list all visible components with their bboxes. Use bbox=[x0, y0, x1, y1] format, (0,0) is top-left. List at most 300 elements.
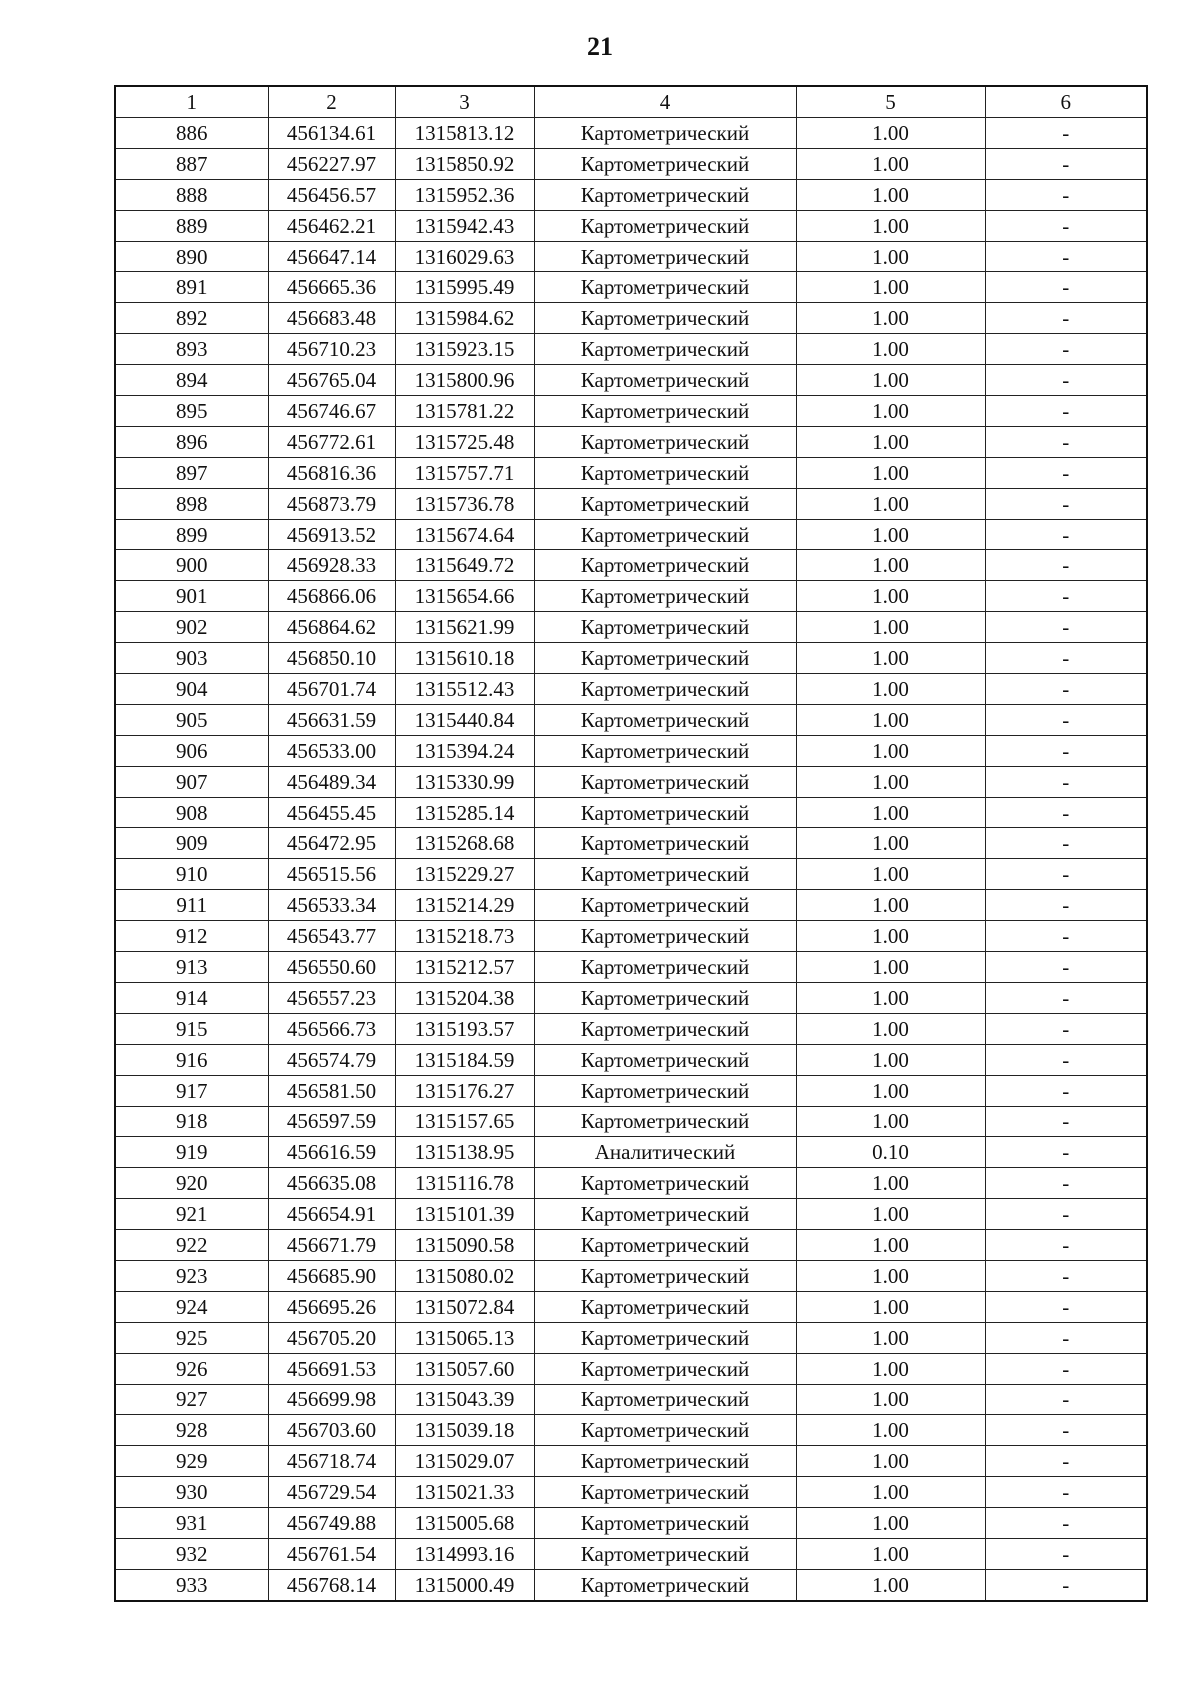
note-cell: - bbox=[985, 581, 1147, 612]
method-cell: Картометрический bbox=[534, 334, 796, 365]
x-coordinate-cell: 456772.61 bbox=[268, 426, 395, 457]
accuracy-cell: 1.00 bbox=[796, 921, 985, 952]
method-cell: Картометрический bbox=[534, 396, 796, 427]
note-cell: - bbox=[985, 828, 1147, 859]
point-number-cell: 929 bbox=[115, 1446, 268, 1477]
x-coordinate-cell: 456616.59 bbox=[268, 1137, 395, 1168]
y-coordinate-cell: 1315995.49 bbox=[395, 272, 534, 303]
method-cell: Картометрический bbox=[534, 859, 796, 890]
note-cell: - bbox=[985, 1538, 1147, 1569]
x-coordinate-cell: 456768.14 bbox=[268, 1569, 395, 1600]
note-cell: - bbox=[985, 210, 1147, 241]
note-cell: - bbox=[985, 1168, 1147, 1199]
column-header: 4 bbox=[534, 86, 796, 118]
point-number-cell: 908 bbox=[115, 797, 268, 828]
point-number-cell: 890 bbox=[115, 241, 268, 272]
point-number-cell: 918 bbox=[115, 1106, 268, 1137]
y-coordinate-cell: 1315157.65 bbox=[395, 1106, 534, 1137]
table-row bbox=[115, 272, 1147, 303]
table-row bbox=[115, 982, 1147, 1013]
accuracy-cell: 1.00 bbox=[796, 704, 985, 735]
accuracy-cell: 1.00 bbox=[796, 365, 985, 396]
point-number-cell: 898 bbox=[115, 488, 268, 519]
point-number-cell: 926 bbox=[115, 1353, 268, 1384]
method-cell: Картометрический bbox=[534, 1230, 796, 1261]
note-cell: - bbox=[985, 921, 1147, 952]
point-number-cell: 907 bbox=[115, 766, 268, 797]
x-coordinate-cell: 456699.98 bbox=[268, 1384, 395, 1415]
point-number-cell: 930 bbox=[115, 1477, 268, 1508]
method-cell: Аналитический bbox=[534, 1137, 796, 1168]
accuracy-cell: 1.00 bbox=[796, 581, 985, 612]
y-coordinate-cell: 1315043.39 bbox=[395, 1384, 534, 1415]
note-cell: - bbox=[985, 1137, 1147, 1168]
point-number-cell: 923 bbox=[115, 1260, 268, 1291]
note-cell: - bbox=[985, 1322, 1147, 1353]
x-coordinate-cell: 456472.95 bbox=[268, 828, 395, 859]
method-cell: Картометрический bbox=[534, 1446, 796, 1477]
table-row bbox=[115, 118, 1147, 149]
method-cell: Картометрический bbox=[534, 797, 796, 828]
accuracy-cell: 1.00 bbox=[796, 766, 985, 797]
y-coordinate-cell: 1315942.43 bbox=[395, 210, 534, 241]
method-cell: Картометрический bbox=[534, 921, 796, 952]
method-cell: Картометрический bbox=[534, 1168, 796, 1199]
accuracy-cell: 1.00 bbox=[796, 1106, 985, 1137]
table-row bbox=[115, 643, 1147, 674]
point-number-cell: 889 bbox=[115, 210, 268, 241]
x-coordinate-cell: 456581.50 bbox=[268, 1075, 395, 1106]
method-cell: Картометрический bbox=[534, 1322, 796, 1353]
method-cell: Картометрический bbox=[534, 365, 796, 396]
y-coordinate-cell: 1315440.84 bbox=[395, 704, 534, 735]
note-cell: - bbox=[985, 488, 1147, 519]
accuracy-cell: 0.10 bbox=[796, 1137, 985, 1168]
table-row bbox=[115, 457, 1147, 488]
point-number-cell: 905 bbox=[115, 704, 268, 735]
note-cell: - bbox=[985, 1199, 1147, 1230]
table-row bbox=[115, 1508, 1147, 1539]
table-body bbox=[115, 118, 1147, 1601]
method-cell: Картометрический bbox=[534, 241, 796, 272]
y-coordinate-cell: 1315649.72 bbox=[395, 550, 534, 581]
x-coordinate-cell: 456691.53 bbox=[268, 1353, 395, 1384]
note-cell: - bbox=[985, 1075, 1147, 1106]
table-row bbox=[115, 1044, 1147, 1075]
y-coordinate-cell: 1315736.78 bbox=[395, 488, 534, 519]
note-cell: - bbox=[985, 735, 1147, 766]
accuracy-cell: 1.00 bbox=[796, 148, 985, 179]
method-cell: Картометрический bbox=[534, 519, 796, 550]
table-header-row bbox=[115, 86, 1147, 118]
x-coordinate-cell: 456695.26 bbox=[268, 1291, 395, 1322]
method-cell: Картометрический bbox=[534, 457, 796, 488]
x-coordinate-cell: 456134.61 bbox=[268, 118, 395, 149]
accuracy-cell: 1.00 bbox=[796, 1384, 985, 1415]
point-number-cell: 892 bbox=[115, 303, 268, 334]
x-coordinate-cell: 456550.60 bbox=[268, 952, 395, 983]
method-cell: Картометрический bbox=[534, 1260, 796, 1291]
y-coordinate-cell: 1315000.49 bbox=[395, 1569, 534, 1600]
x-coordinate-cell: 456671.79 bbox=[268, 1230, 395, 1261]
x-coordinate-cell: 456227.97 bbox=[268, 148, 395, 179]
y-coordinate-cell: 1315204.38 bbox=[395, 982, 534, 1013]
y-coordinate-cell: 1315330.99 bbox=[395, 766, 534, 797]
note-cell: - bbox=[985, 426, 1147, 457]
point-number-cell: 899 bbox=[115, 519, 268, 550]
x-coordinate-cell: 456729.54 bbox=[268, 1477, 395, 1508]
y-coordinate-cell: 1315781.22 bbox=[395, 396, 534, 427]
x-coordinate-cell: 456557.23 bbox=[268, 982, 395, 1013]
method-cell: Картометрический bbox=[534, 952, 796, 983]
point-number-cell: 922 bbox=[115, 1230, 268, 1261]
point-number-cell: 911 bbox=[115, 890, 268, 921]
x-coordinate-cell: 456665.36 bbox=[268, 272, 395, 303]
accuracy-cell: 1.00 bbox=[796, 1446, 985, 1477]
point-number-cell: 925 bbox=[115, 1322, 268, 1353]
method-cell: Картометрический bbox=[534, 550, 796, 581]
note-cell: - bbox=[985, 1569, 1147, 1600]
table-row bbox=[115, 581, 1147, 612]
table-row bbox=[115, 396, 1147, 427]
column-header: 3 bbox=[395, 86, 534, 118]
note-cell: - bbox=[985, 1291, 1147, 1322]
y-coordinate-cell: 1315984.62 bbox=[395, 303, 534, 334]
x-coordinate-cell: 456749.88 bbox=[268, 1508, 395, 1539]
y-coordinate-cell: 1316029.63 bbox=[395, 241, 534, 272]
table-row bbox=[115, 1384, 1147, 1415]
x-coordinate-cell: 456873.79 bbox=[268, 488, 395, 519]
x-coordinate-cell: 456864.62 bbox=[268, 612, 395, 643]
point-number-cell: 891 bbox=[115, 272, 268, 303]
point-number-cell: 928 bbox=[115, 1415, 268, 1446]
y-coordinate-cell: 1315021.33 bbox=[395, 1477, 534, 1508]
x-coordinate-cell: 456913.52 bbox=[268, 519, 395, 550]
table-row bbox=[115, 210, 1147, 241]
method-cell: Картометрический bbox=[534, 890, 796, 921]
method-cell: Картометрический bbox=[534, 1353, 796, 1384]
y-coordinate-cell: 1315072.84 bbox=[395, 1291, 534, 1322]
method-cell: Картометрический bbox=[534, 1538, 796, 1569]
note-cell: - bbox=[985, 890, 1147, 921]
y-coordinate-cell: 1315757.71 bbox=[395, 457, 534, 488]
y-coordinate-cell: 1315813.12 bbox=[395, 118, 534, 149]
table-row bbox=[115, 1199, 1147, 1230]
accuracy-cell: 1.00 bbox=[796, 1075, 985, 1106]
note-cell: - bbox=[985, 982, 1147, 1013]
method-cell: Картометрический bbox=[534, 210, 796, 241]
accuracy-cell: 1.00 bbox=[796, 890, 985, 921]
accuracy-cell: 1.00 bbox=[796, 519, 985, 550]
accuracy-cell: 1.00 bbox=[796, 1168, 985, 1199]
table-row bbox=[115, 1477, 1147, 1508]
method-cell: Картометрический bbox=[534, 1199, 796, 1230]
x-coordinate-cell: 456647.14 bbox=[268, 241, 395, 272]
method-cell: Картометрический bbox=[534, 766, 796, 797]
point-number-cell: 933 bbox=[115, 1569, 268, 1600]
x-coordinate-cell: 456455.45 bbox=[268, 797, 395, 828]
table-row bbox=[115, 1230, 1147, 1261]
y-coordinate-cell: 1315065.13 bbox=[395, 1322, 534, 1353]
x-coordinate-cell: 456816.36 bbox=[268, 457, 395, 488]
point-number-cell: 887 bbox=[115, 148, 268, 179]
point-number-cell: 917 bbox=[115, 1075, 268, 1106]
accuracy-cell: 1.00 bbox=[796, 1044, 985, 1075]
y-coordinate-cell: 1315512.43 bbox=[395, 674, 534, 705]
accuracy-cell: 1.00 bbox=[796, 1291, 985, 1322]
note-cell: - bbox=[985, 1013, 1147, 1044]
table-row bbox=[115, 241, 1147, 272]
table-row bbox=[115, 674, 1147, 705]
point-number-cell: 910 bbox=[115, 859, 268, 890]
accuracy-cell: 1.00 bbox=[796, 643, 985, 674]
point-number-cell: 915 bbox=[115, 1013, 268, 1044]
method-cell: Картометрический bbox=[534, 1075, 796, 1106]
x-coordinate-cell: 456597.59 bbox=[268, 1106, 395, 1137]
method-cell: Картометрический bbox=[534, 303, 796, 334]
note-cell: - bbox=[985, 241, 1147, 272]
table-row bbox=[115, 1446, 1147, 1477]
x-coordinate-cell: 456654.91 bbox=[268, 1199, 395, 1230]
y-coordinate-cell: 1315394.24 bbox=[395, 735, 534, 766]
method-cell: Картометрический bbox=[534, 272, 796, 303]
table-row bbox=[115, 1569, 1147, 1600]
point-number-cell: 920 bbox=[115, 1168, 268, 1199]
method-cell: Картометрический bbox=[534, 1044, 796, 1075]
x-coordinate-cell: 456685.90 bbox=[268, 1260, 395, 1291]
method-cell: Картометрический bbox=[534, 1477, 796, 1508]
table-row bbox=[115, 1075, 1147, 1106]
x-coordinate-cell: 456703.60 bbox=[268, 1415, 395, 1446]
accuracy-cell: 1.00 bbox=[796, 1260, 985, 1291]
note-cell: - bbox=[985, 550, 1147, 581]
accuracy-cell: 1.00 bbox=[796, 1353, 985, 1384]
note-cell: - bbox=[985, 303, 1147, 334]
y-coordinate-cell: 1315101.39 bbox=[395, 1199, 534, 1230]
y-coordinate-cell: 1314993.16 bbox=[395, 1538, 534, 1569]
table-row bbox=[115, 952, 1147, 983]
table-row bbox=[115, 1538, 1147, 1569]
x-coordinate-cell: 456683.48 bbox=[268, 303, 395, 334]
accuracy-cell: 1.00 bbox=[796, 1508, 985, 1539]
point-number-cell: 912 bbox=[115, 921, 268, 952]
x-coordinate-cell: 456533.34 bbox=[268, 890, 395, 921]
table-row bbox=[115, 612, 1147, 643]
point-number-cell: 894 bbox=[115, 365, 268, 396]
note-cell: - bbox=[985, 179, 1147, 210]
x-coordinate-cell: 456718.74 bbox=[268, 1446, 395, 1477]
y-coordinate-cell: 1315080.02 bbox=[395, 1260, 534, 1291]
table-row bbox=[115, 735, 1147, 766]
accuracy-cell: 1.00 bbox=[796, 674, 985, 705]
note-cell: - bbox=[985, 674, 1147, 705]
table-row bbox=[115, 890, 1147, 921]
note-cell: - bbox=[985, 1230, 1147, 1261]
accuracy-cell: 1.00 bbox=[796, 1199, 985, 1230]
table-row bbox=[115, 519, 1147, 550]
x-coordinate-cell: 456705.20 bbox=[268, 1322, 395, 1353]
point-number-cell: 900 bbox=[115, 550, 268, 581]
y-coordinate-cell: 1315923.15 bbox=[395, 334, 534, 365]
note-cell: - bbox=[985, 797, 1147, 828]
x-coordinate-cell: 456850.10 bbox=[268, 643, 395, 674]
method-cell: Картометрический bbox=[534, 982, 796, 1013]
accuracy-cell: 1.00 bbox=[796, 210, 985, 241]
column-header: 1 bbox=[115, 86, 268, 118]
table-row bbox=[115, 303, 1147, 334]
point-number-cell: 924 bbox=[115, 1291, 268, 1322]
y-coordinate-cell: 1315800.96 bbox=[395, 365, 534, 396]
y-coordinate-cell: 1315138.95 bbox=[395, 1137, 534, 1168]
table-row bbox=[115, 1260, 1147, 1291]
y-coordinate-cell: 1315057.60 bbox=[395, 1353, 534, 1384]
note-cell: - bbox=[985, 1353, 1147, 1384]
point-number-cell: 893 bbox=[115, 334, 268, 365]
note-cell: - bbox=[985, 859, 1147, 890]
table-row bbox=[115, 550, 1147, 581]
x-coordinate-cell: 456456.57 bbox=[268, 179, 395, 210]
column-header: 6 bbox=[985, 86, 1147, 118]
table-row bbox=[115, 859, 1147, 890]
y-coordinate-cell: 1315218.73 bbox=[395, 921, 534, 952]
method-cell: Картометрический bbox=[534, 1384, 796, 1415]
method-cell: Картометрический bbox=[534, 828, 796, 859]
accuracy-cell: 1.00 bbox=[796, 457, 985, 488]
y-coordinate-cell: 1315654.66 bbox=[395, 581, 534, 612]
y-coordinate-cell: 1315610.18 bbox=[395, 643, 534, 674]
accuracy-cell: 1.00 bbox=[796, 118, 985, 149]
note-cell: - bbox=[985, 457, 1147, 488]
point-number-cell: 903 bbox=[115, 643, 268, 674]
y-coordinate-cell: 1315184.59 bbox=[395, 1044, 534, 1075]
accuracy-cell: 1.00 bbox=[796, 550, 985, 581]
note-cell: - bbox=[985, 1415, 1147, 1446]
point-number-cell: 914 bbox=[115, 982, 268, 1013]
note-cell: - bbox=[985, 396, 1147, 427]
table-row bbox=[115, 1322, 1147, 1353]
method-cell: Картометрический bbox=[534, 148, 796, 179]
coordinates-table bbox=[114, 85, 1148, 1602]
accuracy-cell: 1.00 bbox=[796, 272, 985, 303]
note-cell: - bbox=[985, 272, 1147, 303]
point-number-cell: 913 bbox=[115, 952, 268, 983]
x-coordinate-cell: 456462.21 bbox=[268, 210, 395, 241]
method-cell: Картометрический bbox=[534, 643, 796, 674]
table-row bbox=[115, 766, 1147, 797]
y-coordinate-cell: 1315674.64 bbox=[395, 519, 534, 550]
note-cell: - bbox=[985, 1260, 1147, 1291]
y-coordinate-cell: 1315214.29 bbox=[395, 890, 534, 921]
x-coordinate-cell: 456489.34 bbox=[268, 766, 395, 797]
table-row bbox=[115, 365, 1147, 396]
point-number-cell: 931 bbox=[115, 1508, 268, 1539]
table-row bbox=[115, 1353, 1147, 1384]
x-coordinate-cell: 456701.74 bbox=[268, 674, 395, 705]
x-coordinate-cell: 456543.77 bbox=[268, 921, 395, 952]
method-cell: Картометрический bbox=[534, 735, 796, 766]
column-header: 2 bbox=[268, 86, 395, 118]
note-cell: - bbox=[985, 519, 1147, 550]
note-cell: - bbox=[985, 1446, 1147, 1477]
note-cell: - bbox=[985, 1508, 1147, 1539]
method-cell: Картометрический bbox=[534, 1291, 796, 1322]
accuracy-cell: 1.00 bbox=[796, 1013, 985, 1044]
x-coordinate-cell: 456746.67 bbox=[268, 396, 395, 427]
x-coordinate-cell: 456574.79 bbox=[268, 1044, 395, 1075]
y-coordinate-cell: 1315193.57 bbox=[395, 1013, 534, 1044]
note-cell: - bbox=[985, 1106, 1147, 1137]
accuracy-cell: 1.00 bbox=[796, 303, 985, 334]
accuracy-cell: 1.00 bbox=[796, 612, 985, 643]
x-coordinate-cell: 456761.54 bbox=[268, 1538, 395, 1569]
column-header: 5 bbox=[796, 86, 985, 118]
point-number-cell: 902 bbox=[115, 612, 268, 643]
point-number-cell: 895 bbox=[115, 396, 268, 427]
accuracy-cell: 1.00 bbox=[796, 334, 985, 365]
point-number-cell: 886 bbox=[115, 118, 268, 149]
y-coordinate-cell: 1315039.18 bbox=[395, 1415, 534, 1446]
point-number-cell: 888 bbox=[115, 179, 268, 210]
y-coordinate-cell: 1315725.48 bbox=[395, 426, 534, 457]
accuracy-cell: 1.00 bbox=[796, 828, 985, 859]
method-cell: Картометрический bbox=[534, 488, 796, 519]
page-number: 21 bbox=[587, 32, 613, 61]
note-cell: - bbox=[985, 1477, 1147, 1508]
x-coordinate-cell: 456866.06 bbox=[268, 581, 395, 612]
accuracy-cell: 1.00 bbox=[796, 982, 985, 1013]
table-row bbox=[115, 148, 1147, 179]
method-cell: Картометрический bbox=[534, 612, 796, 643]
accuracy-cell: 1.00 bbox=[796, 735, 985, 766]
accuracy-cell: 1.00 bbox=[796, 1230, 985, 1261]
y-coordinate-cell: 1315285.14 bbox=[395, 797, 534, 828]
y-coordinate-cell: 1315176.27 bbox=[395, 1075, 534, 1106]
note-cell: - bbox=[985, 612, 1147, 643]
note-cell: - bbox=[985, 704, 1147, 735]
method-cell: Картометрический bbox=[534, 1508, 796, 1539]
method-cell: Картометрический bbox=[534, 1569, 796, 1600]
accuracy-cell: 1.00 bbox=[796, 797, 985, 828]
note-cell: - bbox=[985, 334, 1147, 365]
method-cell: Картометрический bbox=[534, 1013, 796, 1044]
point-number-cell: 896 bbox=[115, 426, 268, 457]
y-coordinate-cell: 1315116.78 bbox=[395, 1168, 534, 1199]
method-cell: Картометрический bbox=[534, 179, 796, 210]
note-cell: - bbox=[985, 643, 1147, 674]
note-cell: - bbox=[985, 1044, 1147, 1075]
y-coordinate-cell: 1315952.36 bbox=[395, 179, 534, 210]
y-coordinate-cell: 1315212.57 bbox=[395, 952, 534, 983]
y-coordinate-cell: 1315005.68 bbox=[395, 1508, 534, 1539]
accuracy-cell: 1.00 bbox=[796, 488, 985, 519]
method-cell: Картометрический bbox=[534, 1415, 796, 1446]
note-cell: - bbox=[985, 1384, 1147, 1415]
accuracy-cell: 1.00 bbox=[796, 179, 985, 210]
table-row bbox=[115, 334, 1147, 365]
y-coordinate-cell: 1315090.58 bbox=[395, 1230, 534, 1261]
table-row bbox=[115, 488, 1147, 519]
y-coordinate-cell: 1315850.92 bbox=[395, 148, 534, 179]
table-row bbox=[115, 1106, 1147, 1137]
x-coordinate-cell: 456710.23 bbox=[268, 334, 395, 365]
point-number-cell: 916 bbox=[115, 1044, 268, 1075]
accuracy-cell: 1.00 bbox=[796, 1477, 985, 1508]
method-cell: Картометрический bbox=[534, 674, 796, 705]
point-number-cell: 906 bbox=[115, 735, 268, 766]
method-cell: Картометрический bbox=[534, 704, 796, 735]
point-number-cell: 919 bbox=[115, 1137, 268, 1168]
note-cell: - bbox=[985, 952, 1147, 983]
